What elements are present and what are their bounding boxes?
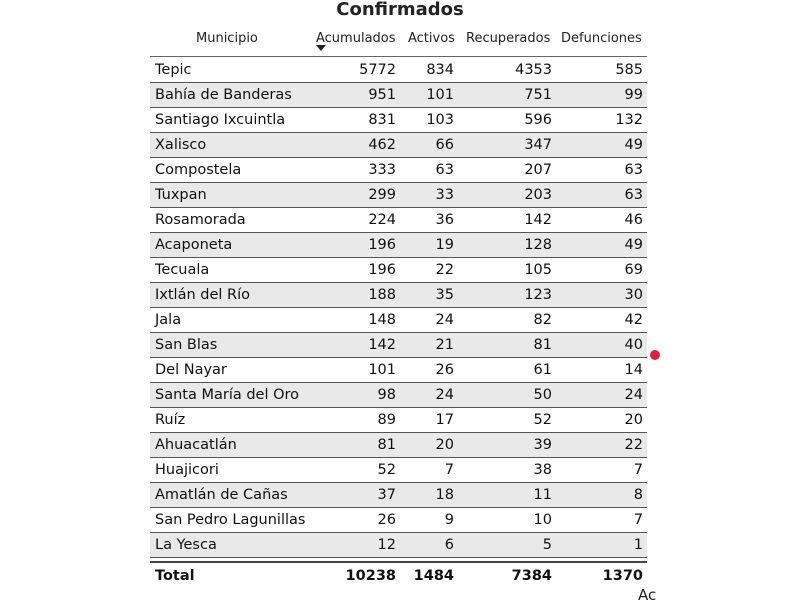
sort-descending-icon[interactable]	[316, 45, 326, 51]
cell-municipio: Santa María del Oro	[155, 387, 300, 403]
cell-municipio: San Blas	[155, 337, 218, 353]
cell-recuperados: 5	[542, 537, 552, 553]
column-header-defunciones[interactable]: Defunciones	[561, 31, 642, 46]
cell-acumulados: 148	[368, 312, 396, 328]
cell-acumulados: 37	[377, 487, 396, 503]
cell-recuperados: 207	[524, 162, 552, 178]
table-row[interactable]	[150, 358, 647, 383]
cell-defunciones: 49	[624, 237, 643, 253]
cell-acumulados: 98	[377, 387, 396, 403]
cell-activos: 66	[435, 137, 454, 153]
cell-acumulados: 26	[377, 512, 396, 528]
red-dot-icon	[650, 350, 660, 360]
cell-recuperados: 82	[533, 312, 552, 328]
cell-acumulados: 831	[368, 112, 396, 128]
cell-municipio: Ruíz	[155, 412, 186, 428]
cell-municipio: La Yesca	[155, 537, 217, 553]
total-activos: 1484	[413, 568, 454, 584]
cell-defunciones: 8	[633, 487, 643, 503]
table-row[interactable]	[150, 158, 647, 183]
cell-defunciones: 7	[633, 512, 643, 528]
table-row[interactable]	[150, 83, 647, 108]
table-row[interactable]	[150, 108, 647, 133]
cell-defunciones: 69	[624, 262, 643, 278]
cell-defunciones: 585	[615, 62, 643, 78]
cell-activos: 9	[444, 512, 454, 528]
cell-activos: 21	[435, 337, 454, 353]
cell-activos: 33	[435, 187, 454, 203]
cell-activos: 24	[435, 387, 454, 403]
cell-acumulados: 5772	[359, 62, 396, 78]
cell-acumulados: 89	[377, 412, 396, 428]
cell-recuperados: 128	[524, 237, 552, 253]
column-header-municipio[interactable]: Municipio	[196, 31, 258, 46]
cell-municipio: Acaponeta	[155, 237, 233, 253]
cell-activos: 7	[444, 462, 454, 478]
cell-recuperados: 123	[524, 287, 552, 303]
cell-recuperados: 347	[524, 137, 552, 153]
cell-recuperados: 10	[533, 512, 552, 528]
cell-activos: 35	[435, 287, 454, 303]
table-body	[150, 58, 647, 558]
cell-defunciones: 42	[624, 312, 643, 328]
table-header	[150, 28, 647, 57]
cell-municipio: Jala	[155, 312, 182, 328]
table-title: Confirmados	[336, 0, 464, 20]
cell-activos: 101	[426, 87, 454, 103]
column-header-activos[interactable]: Activos	[408, 31, 455, 46]
cell-acumulados: 951	[368, 87, 396, 103]
cell-defunciones: 40	[624, 337, 643, 353]
cell-defunciones: 63	[624, 162, 643, 178]
table-row[interactable]	[150, 483, 647, 508]
cell-recuperados: 38	[533, 462, 552, 478]
cell-activos: 24	[435, 312, 454, 328]
table-row[interactable]	[150, 508, 647, 533]
cell-activos: 26	[435, 362, 454, 378]
total-label: Total	[155, 568, 195, 584]
cell-activos: 19	[435, 237, 454, 253]
total-row	[150, 561, 647, 589]
cell-activos: 20	[435, 437, 454, 453]
cell-municipio: Bahía de Banderas	[155, 87, 292, 103]
cell-defunciones: 14	[624, 362, 643, 378]
table-row[interactable]	[150, 58, 647, 83]
cell-activos: 17	[435, 412, 454, 428]
cell-recuperados: 105	[524, 262, 552, 278]
cell-municipio: Ixtlán del Río	[155, 287, 250, 303]
table-row[interactable]	[150, 133, 647, 158]
cell-defunciones: 24	[624, 387, 643, 403]
cell-defunciones: 49	[624, 137, 643, 153]
table-row[interactable]	[150, 408, 647, 433]
table-row[interactable]	[150, 383, 647, 408]
corner-text: Ac	[638, 586, 657, 600]
cell-recuperados: 61	[533, 362, 552, 378]
cell-defunciones: 46	[624, 212, 643, 228]
total-recuperados: 7384	[511, 568, 552, 584]
cell-acumulados: 224	[368, 212, 396, 228]
cell-defunciones: 20	[624, 412, 643, 428]
cell-activos: 18	[435, 487, 454, 503]
table-row[interactable]	[150, 333, 647, 358]
total-defunciones: 1370	[602, 568, 643, 584]
cell-recuperados: 50	[533, 387, 552, 403]
cell-recuperados: 11	[533, 487, 552, 503]
cell-municipio: Compostela	[155, 162, 242, 178]
table-row[interactable]	[150, 208, 647, 233]
cell-municipio: San Pedro Lagunillas	[155, 512, 306, 528]
cell-recuperados: 52	[533, 412, 552, 428]
cell-defunciones: 63	[624, 187, 643, 203]
cell-acumulados: 52	[377, 462, 396, 478]
cell-defunciones: 7	[633, 462, 643, 478]
cell-recuperados: 596	[524, 112, 552, 128]
table-row[interactable]	[150, 183, 647, 208]
cell-acumulados: 299	[368, 187, 396, 203]
cell-defunciones: 99	[624, 87, 643, 103]
table-row[interactable]	[150, 433, 647, 458]
cell-acumulados: 333	[368, 162, 396, 178]
column-header-acumulados[interactable]: Acumulados	[316, 31, 396, 46]
cell-recuperados: 203	[524, 187, 552, 203]
cell-recuperados: 142	[524, 212, 552, 228]
cell-acumulados: 462	[368, 137, 396, 153]
table-row[interactable]	[150, 533, 647, 558]
cell-defunciones: 132	[615, 112, 643, 128]
cell-municipio: Rosamorada	[155, 212, 246, 228]
cell-acumulados: 101	[368, 362, 396, 378]
cell-defunciones: 30	[624, 287, 643, 303]
cell-acumulados: 12	[377, 537, 396, 553]
cell-acumulados: 142	[368, 337, 396, 353]
total-acumulados: 10238	[345, 568, 396, 584]
column-header-recuperados[interactable]: Recuperados	[466, 31, 551, 46]
cell-activos: 103	[426, 112, 454, 128]
table-row[interactable]	[150, 458, 647, 483]
cell-municipio: Huajicori	[155, 462, 219, 478]
cell-activos: 63	[435, 162, 454, 178]
table-row[interactable]	[150, 308, 647, 333]
cell-municipio: Amatlán de Cañas	[155, 487, 288, 503]
cell-recuperados: 81	[533, 337, 552, 353]
cell-activos: 6	[444, 537, 454, 553]
cell-defunciones: 22	[624, 437, 643, 453]
cell-municipio: Tuxpan	[155, 187, 207, 203]
cell-activos: 834	[426, 62, 454, 78]
cell-acumulados: 188	[368, 287, 396, 303]
cell-recuperados: 4353	[515, 62, 552, 78]
cell-municipio: Del Nayar	[155, 362, 227, 378]
cell-acumulados: 81	[377, 437, 396, 453]
cell-municipio: Ahuacatlán	[155, 437, 237, 453]
cell-municipio: Santiago Ixcuintla	[155, 112, 286, 128]
cell-municipio: Tepic	[155, 62, 192, 78]
table-row[interactable]	[150, 258, 647, 283]
cell-acumulados: 196	[368, 237, 396, 253]
cell-activos: 36	[435, 212, 454, 228]
cell-activos: 22	[435, 262, 454, 278]
table-row[interactable]	[150, 283, 647, 308]
cell-defunciones: 1	[633, 537, 643, 553]
cell-recuperados: 751	[524, 87, 552, 103]
cell-recuperados: 39	[533, 437, 552, 453]
cell-acumulados: 196	[368, 262, 396, 278]
cell-municipio: Tecuala	[155, 262, 210, 278]
cell-municipio: Xalisco	[155, 137, 207, 153]
table-row[interactable]	[150, 233, 647, 258]
